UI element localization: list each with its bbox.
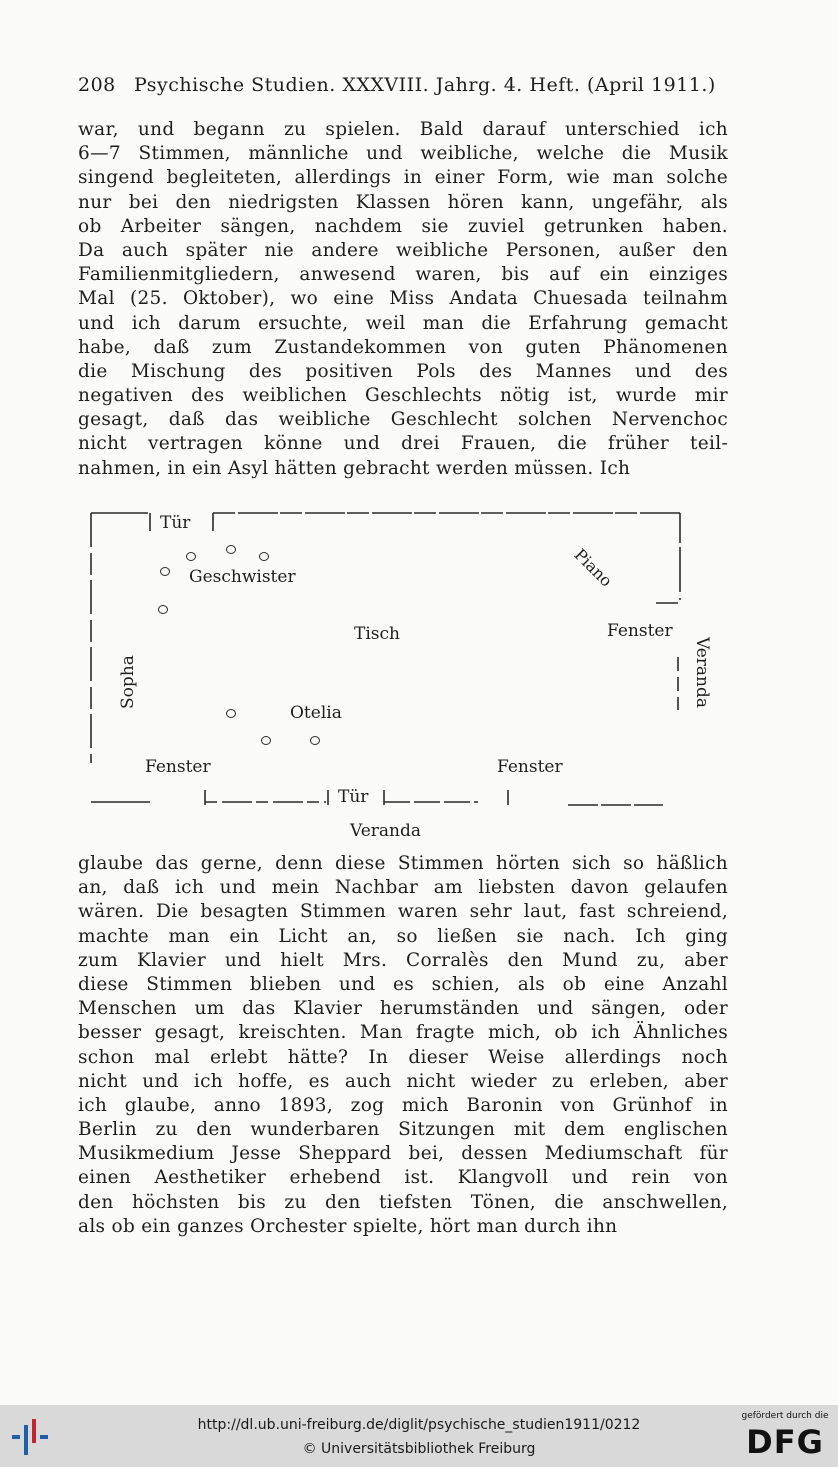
seat-marker: [310, 736, 320, 745]
veranda-right-label: Veranda: [692, 637, 712, 709]
running-title: Psychische Studien. XXXVIII. Jahrg. 4. Heft. (April 1911.): [134, 74, 716, 96]
text-line: nur bei den niedrigsten Klassen hören kann, ungefähr, als: [78, 191, 728, 213]
siblings-label: Geschwister: [189, 567, 296, 587]
text-line: Berlin zu den wunderbaren Sitzungen mit dem englischen: [78, 1119, 728, 1141]
text-line: gesagt, daß das weibliche Geschlecht solchen Nervenchoc: [78, 409, 728, 431]
text-line: einen Aesthetiker erhebend ist. Klangvoll und rein von: [78, 1167, 728, 1189]
text-line: besser gesagt, kreischten. Man fragte mich, ob ich Ähnliches: [78, 1022, 728, 1044]
text-line: habe, daß zum Zustandekommen von guten Phänomenen: [78, 336, 728, 358]
seat-marker: [226, 709, 236, 718]
seat-marker: [158, 605, 168, 614]
text-line: ob Arbeiter sängen, nachdem sie zuviel getrunken haben.: [78, 215, 728, 237]
otelia-label: Otelia: [290, 703, 342, 723]
library-footer: [0, 1405, 838, 1467]
text-line: machte man ein Licht an, so ließen sie nach. Ich ging: [78, 925, 728, 947]
seat-marker: [259, 552, 269, 561]
text-line: nicht und ich hoffe, es auch nicht wieder zu erleben, aber: [78, 1070, 728, 1092]
paragraph-1: [78, 118, 728, 481]
text-line: Familienmitgliedern, anwesend waren, bis auf ein einziges: [78, 264, 728, 286]
window-right-label: Fenster: [607, 621, 673, 641]
text-line: an, daß ich und mein Nachbar am liebsten davon gelaufen: [78, 877, 728, 899]
copyright-notice: © Universitätsbibliothek Freiburg: [302, 1441, 536, 1457]
dfg-logo-text: DFG: [746, 1423, 824, 1461]
text-line: negativen des weiblichen Geschlechts nötig ist, wurde mir: [78, 385, 728, 407]
text-line: 6—7 Stimmen, männliche und weibliche, welche die Musik: [78, 143, 728, 165]
seat-marker: [160, 567, 170, 576]
page-number: 208: [78, 74, 116, 96]
text-line: ich glaube, anno 1893, zog mich Baronin von Grünhof in: [78, 1094, 728, 1116]
door-top-label: Tür: [160, 513, 191, 533]
seating-floor-plan: [88, 505, 712, 845]
sofa-label: Sopha: [118, 655, 138, 709]
floor-plan-walls: [88, 505, 688, 845]
table-label: Tisch: [354, 624, 400, 644]
text-line: Menschen um das Klavier herumständen und sängen, oder: [78, 998, 728, 1020]
text-line: als ob ein ganzes Orchester spielte, hört man durch ihn: [78, 1215, 618, 1237]
dfg-funding-logo: [740, 1411, 830, 1463]
seat-marker: [261, 736, 271, 745]
window-bottom-right-label: Fenster: [497, 757, 563, 777]
veranda-bottom-label: Veranda: [350, 821, 422, 841]
text-line: war, und begann zu spielen. Bald darauf unterschied ich: [78, 119, 728, 140]
piano-label: Piano: [570, 545, 617, 591]
paragraph-2: [78, 852, 728, 1239]
text-line: den höchsten bis zu den tiefsten Tönen, die anschwellen,: [78, 1191, 728, 1213]
text-line: zum Klavier und hielt Mrs. Corralès den Mund zu, aber: [78, 949, 728, 971]
seat-marker: [186, 552, 196, 561]
window-bottom-left-label: Fenster: [145, 757, 211, 777]
text-line: singend begleiteten, allerdings in einer Form, wie man solche: [78, 167, 728, 189]
seat-marker: [226, 545, 236, 554]
text-line: wären. Die besagten Stimmen waren sehr laut, fast schreiend,: [78, 901, 728, 923]
permalink-url[interactable]: http://dl.ub.uni-freiburg.de/diglit/psychische_studien1911/0212: [197, 1417, 641, 1433]
text-line: Musikmedium Jesse Sheppard bei, dessen Mediumschaft für: [78, 1143, 728, 1165]
text-line: die Mischung des positiven Pols des Mannes und des: [78, 360, 728, 382]
text-line: und ich darum ersuchte, weil man die Erfahrung gemacht: [78, 312, 728, 334]
text-line: Mal (25. Oktober), wo eine Miss Andata Chuesada teilnahm: [78, 288, 728, 310]
text-line: nahmen, in ein Asyl hätten gebracht werden müssen. Ich: [78, 457, 631, 479]
text-line: diese Stimmen blieben und es schien, als ob eine Anzahl: [78, 973, 728, 995]
text-line: nicht vertragen könne und drei Frauen, die früher teil-: [78, 433, 728, 455]
door-bottom-label: Tür: [338, 787, 369, 807]
funding-note: gefördert durch die: [741, 1411, 829, 1421]
text-line: glaube das gerne, denn diese Stimmen hörten sich so häßlich: [78, 853, 728, 874]
text-line: schon mal erlebt hätte? In dieser Weise allerdings noch: [78, 1046, 728, 1068]
text-line: Da auch später nie andere weibliche Personen, außer den: [78, 239, 728, 261]
